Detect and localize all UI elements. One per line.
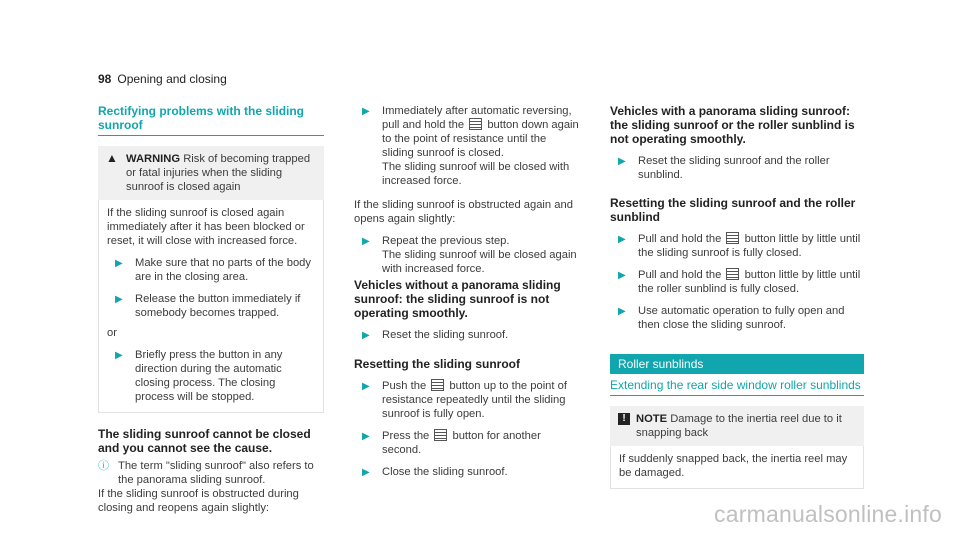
column-2 [354, 104, 580, 480]
step: ▶ Pull and hold the button little by little until the roller sunblind is fully closed. [618, 269, 861, 295]
step-arrow-icon: ▶ [618, 306, 626, 317]
note-label: NOTE [636, 413, 668, 425]
step-arrow-icon: ▶ [618, 270, 626, 281]
step-arrow-icon: ▶ [115, 294, 123, 305]
paragraph: If the sliding sunroof is obstructed again and opens again slightly: [354, 199, 573, 225]
page-section: Opening and closing [117, 72, 227, 86]
heading: Resetting the sliding sunroof and the roller sunblind [610, 196, 856, 224]
step-arrow-icon: ▶ [362, 106, 370, 117]
step: ▶ Make sure that no parts of the body are in the closing area. [115, 257, 311, 283]
sunroof-button-icon [434, 429, 447, 441]
section-bar: Roller sunblinds [610, 354, 864, 374]
sunroof-button-icon [469, 118, 482, 130]
step: ▶ Close the sliding sunroof. [362, 466, 508, 478]
step-arrow-icon: ▶ [115, 258, 123, 269]
step-arrow-icon: ▶ [362, 467, 370, 478]
warning-icon: ▲ [106, 151, 118, 165]
warning-body: If the sliding sunroof is closed again immediately after it has been blocked or reset, it will close with increased force. ▶ Make sure that no parts of the body are in the closing area. ▶ Release the button immediately if somebody becomes trapped. or ▶ Briefly press the button in any direction during the automatic closing process. The closing process will be stopped. [98, 200, 324, 413]
step-arrow-icon: ▶ [618, 156, 626, 167]
page-number: 98 [98, 72, 112, 86]
step: ▶ Press the button for another second. [362, 430, 541, 456]
step: ▶ Repeat the previous step. The sliding sunroof will be closed again with increased force. [362, 235, 577, 275]
note: ⓘ The term "sliding sunroof" also refers to the panorama sliding sunroof. [98, 460, 314, 486]
step: ▶ Reset the sliding sunroof. [362, 329, 509, 341]
step: ▶ Pull and hold the button little by little until the sliding sunroof is fully closed. [618, 233, 861, 259]
info-icon: ⓘ [98, 460, 109, 472]
note-text: Damage to the inertia reel due to it snapping back [636, 413, 842, 439]
step-arrow-icon: ▶ [618, 234, 626, 245]
step-arrow-icon: ▶ [362, 431, 370, 442]
subsection-title: Extending the rear side window roller sunblinds [610, 374, 864, 396]
exclamation-icon: ! [618, 413, 630, 425]
heading: Resetting the sliding sunroof [354, 357, 521, 371]
sunroof-button-icon [726, 232, 739, 244]
step: ▶ Briefly press the button in any direction during the automatic closing process. The closing process will be stopped. [115, 349, 283, 403]
sunroof-button-icon [431, 379, 444, 391]
warning-box [98, 146, 324, 200]
note-box [610, 406, 864, 446]
paragraph: If the sliding sunroof is obstructed during closing and reopens again slightly: [98, 488, 299, 514]
step-arrow-icon: ▶ [362, 236, 370, 247]
warning-text: Risk of becoming trapped or fatal injuries when the sliding sunroof is closed again [126, 153, 311, 193]
step-arrow-icon: ▶ [115, 350, 123, 361]
sunroof-button-icon [726, 268, 739, 280]
warning-label: WARNING [126, 153, 181, 165]
heading: Vehicles with a panorama sliding sunroof: the sliding sunroof or the roller sunblind is not operating smoothly. [610, 104, 855, 146]
page-header [98, 72, 227, 86]
section-title: Rectifying problems with the sliding sunroof [98, 104, 324, 136]
step: ▶ Use automatic operation to fully open and then close the sliding sunroof. [618, 305, 845, 331]
column-1 [98, 104, 324, 515]
step-arrow-icon: ▶ [362, 330, 370, 341]
heading: Vehicles without a panorama sliding sunroof: the sliding sunroof is not operating smoothly. [354, 278, 561, 320]
step: ▶ Immediately after automatic reversing, pull and hold the button down again to the point of resistance until the sliding sunroof is closed. The sliding sunroof will be closed with increased force. [362, 105, 579, 187]
note-body: If suddenly snapped back, the inertia reel may be damaged. [610, 446, 864, 489]
step-arrow-icon: ▶ [362, 381, 370, 392]
heading: The sliding sunroof cannot be closed and you cannot see the cause. [98, 427, 311, 455]
or-text: or [107, 327, 117, 339]
step: ▶ Push the button up to the point of resistance repeatedly until the sliding sunroof is fully open. [362, 380, 567, 420]
step: ▶ Reset the sliding sunroof and the roller sunblind. [618, 155, 830, 181]
step: ▶ Release the button immediately if somebody becomes trapped. [115, 293, 301, 319]
watermark: carmanualsonline.info [714, 501, 942, 527]
column-3 [610, 104, 864, 489]
